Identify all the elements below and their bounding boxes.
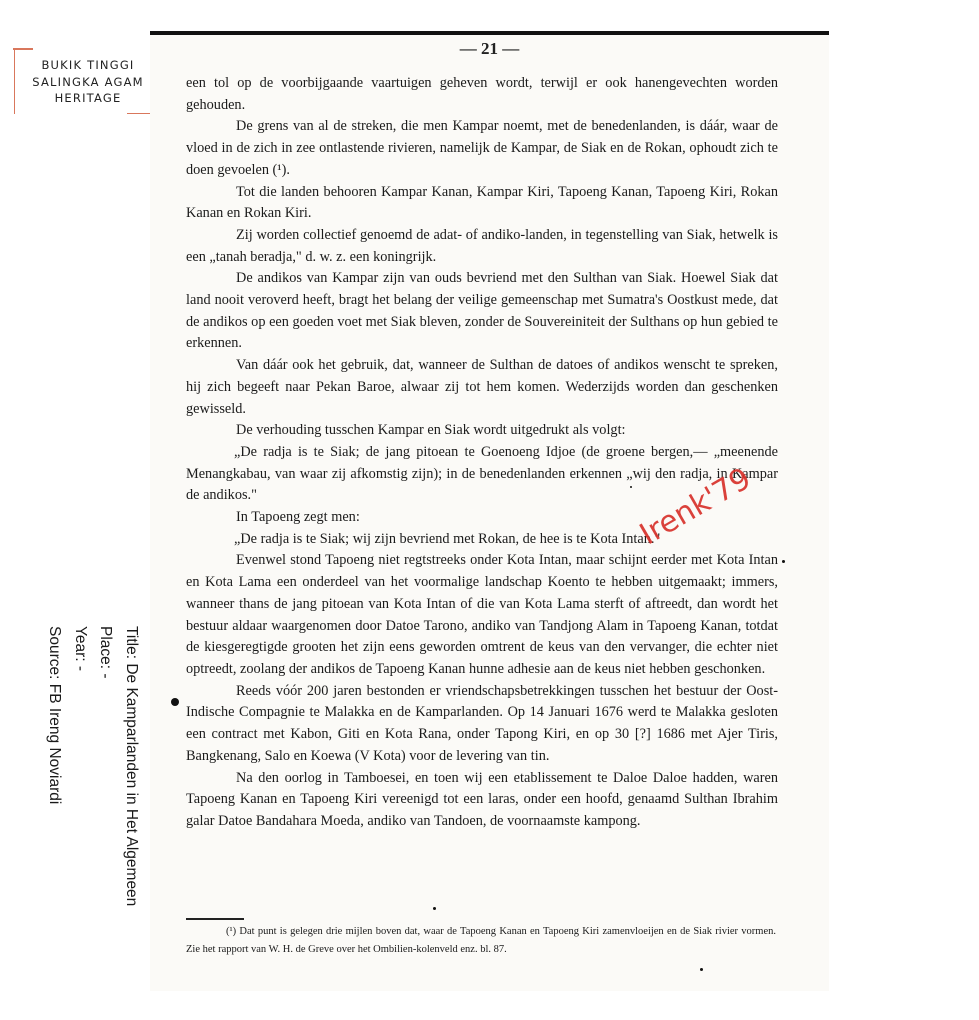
document-metadata (40, 626, 144, 981)
paragraph: Zij worden collectief genoemd de adat- of andiko-landen, in tegenstelling van Siak, hetwelk is een „tanah beradja," d. w. z. een koningrijk. (186, 226, 778, 265)
paragraph: In Tapoeng zegt men: (236, 509, 360, 526)
ink-speck (630, 486, 632, 488)
ink-speck (782, 560, 785, 563)
meta-title: Title: De Kamparlanden in Het Algemeen (123, 626, 140, 907)
ink-speck (700, 968, 703, 971)
logo-text (15, 57, 161, 107)
page-number: — 21 — (459, 39, 520, 58)
paragraph: De grens van al de streken, die men Kampar noemt, met de benedenlanden, is dáár, waar de vloed in de zich in zee ontlastende rivieren, namelijk de Kampar, de Siak en de Rokan, ophoudt zich te doen gevoelen (¹). (186, 118, 778, 178)
scanned-page (150, 31, 829, 991)
paragraph: De verhouding tusschen Kampar en Siak wordt uitgedrukt als volgt: (236, 422, 626, 439)
paragraph: De andikos van Kampar zijn van ouds bevriend met den Sulthan van Siak. Hoewel Siak dat land nooit veroverd heeft, bragt het belang der veilige gemeenschap met Sumatra's Oostkust mede, dat de andikos op een goeden voet met Siak bleven, zonder de Souvereiniteit der Sulthans op hun gebied te erkennen. (186, 270, 778, 352)
footnote-text: (¹) Dat punt is gelegen drie mijlen boven dat, waar de Tapoeng Kanan en Tapoeng Kiri zamenvloeijen en de Siak rivier vormen. Zie het rapport van W. H. de Greve over het Ombilien-kolenveld enz. bl. 87. (186, 926, 776, 955)
paragraph: Tot die landen behooren Kampar Kanan, Kampar Kiri, Tapoeng Kanan, Tapoeng Kiri, Rokan Kanan en Rokan Kiri. (186, 183, 778, 222)
logo-line-1: BUKIK TINGGI (41, 58, 135, 72)
footnote-rule (186, 918, 244, 920)
quote-paragraph: „De radja is te Siak; de jang pitoean te Goenoeng Idjoe (de groene bergen,— „meenende Menangkabau, van waar zij afkomstig zijn); in de benedenlanden erkennen „wij den radja, in Kampar de andikos." (186, 443, 778, 504)
heritage-logo (14, 48, 162, 114)
footnote (186, 923, 776, 959)
page-body (186, 73, 778, 833)
meta-year: Year: - (72, 626, 89, 672)
logo-line-3: HERITAGE (54, 91, 122, 105)
logo-accent-top (13, 48, 33, 50)
paragraph: een tol op de voorbijgaande vaartuigen geheven wordt, terwijl er ook hanengevechten worden gehouden. (186, 75, 778, 113)
top-rule (150, 31, 829, 35)
paragraph: Reeds vóór 200 jaren bestonden er vriendschapsbetrekkingen tusschen het bestuur der Oost-Indische Compagnie te Malakka en de Kamparlanden. Op 14 Januari 1676 werd te Malakka gesloten een contract met Kabon, Giti en Kota Rana, onder Tapong Kiri, en op 30 [?] 1686 met Ajer Tiris, Bangkenang, Salo en Koewa (V Kota) voor de levering van tin. (186, 682, 778, 764)
logo-line-2: SALINGKA AGAM (32, 74, 144, 89)
paragraph: Na den oorlog in Tamboesei, en toen wij een etablissement te Daloe Daloe hadden, waren Tapoeng Kanan en Tapoeng Kiri vereenigd tot een laras, onder een hoofd, genaamd Sulthan Ibrahim galar Datoe Bandahara Moeda, andiko van Tandoen, de voornaamste kampong. (186, 769, 778, 829)
paragraph: Evenwel stond Tapoeng niet regtstreeks onder Kota Intan, maar schijnt eerder met Kota Intan en Kota Lama een onderdeel van het voormalige landschap Koento te hebben uitgemaakt; immers, wanneer thans de jang pitoean van Kota Intan of die van Kota Lama sterft of aftreedt, dan wordt het bestuur aldaar waargenomen door Datoe Tarono, andiko van Tandjong Alam in Tapoeng Kanan, totdat de kiesgeregtigde grooten het zijn eens geworden omtrent de keus van den vervanger, die echter niet optreedt, zoolang der andikos de Tapoeng Kanan hunne adhesie aan de keus niet hebben geschonken. (186, 552, 778, 677)
handwritten-watermark: Irenk'79 (634, 461, 757, 553)
ink-speck (171, 698, 179, 706)
paragraph: Van dáár ook het gebruik, dat, wanneer de Sulthan de datoes of andikos wenscht te spreken, hij zich begeeft naar Pekan Baroe, alwaar zij tot hem komen. Wederzijds worden dan geschenken gewisseld. (186, 357, 778, 417)
meta-source: Source: FB Ireng Noviardi (46, 626, 64, 805)
meta-place: Place: - (97, 626, 115, 679)
ink-speck (433, 907, 436, 910)
quote-paragraph: „De radja is te Siak; wij zijn bevriend met Rokan, de hee is te Kota Intan." (234, 530, 661, 547)
